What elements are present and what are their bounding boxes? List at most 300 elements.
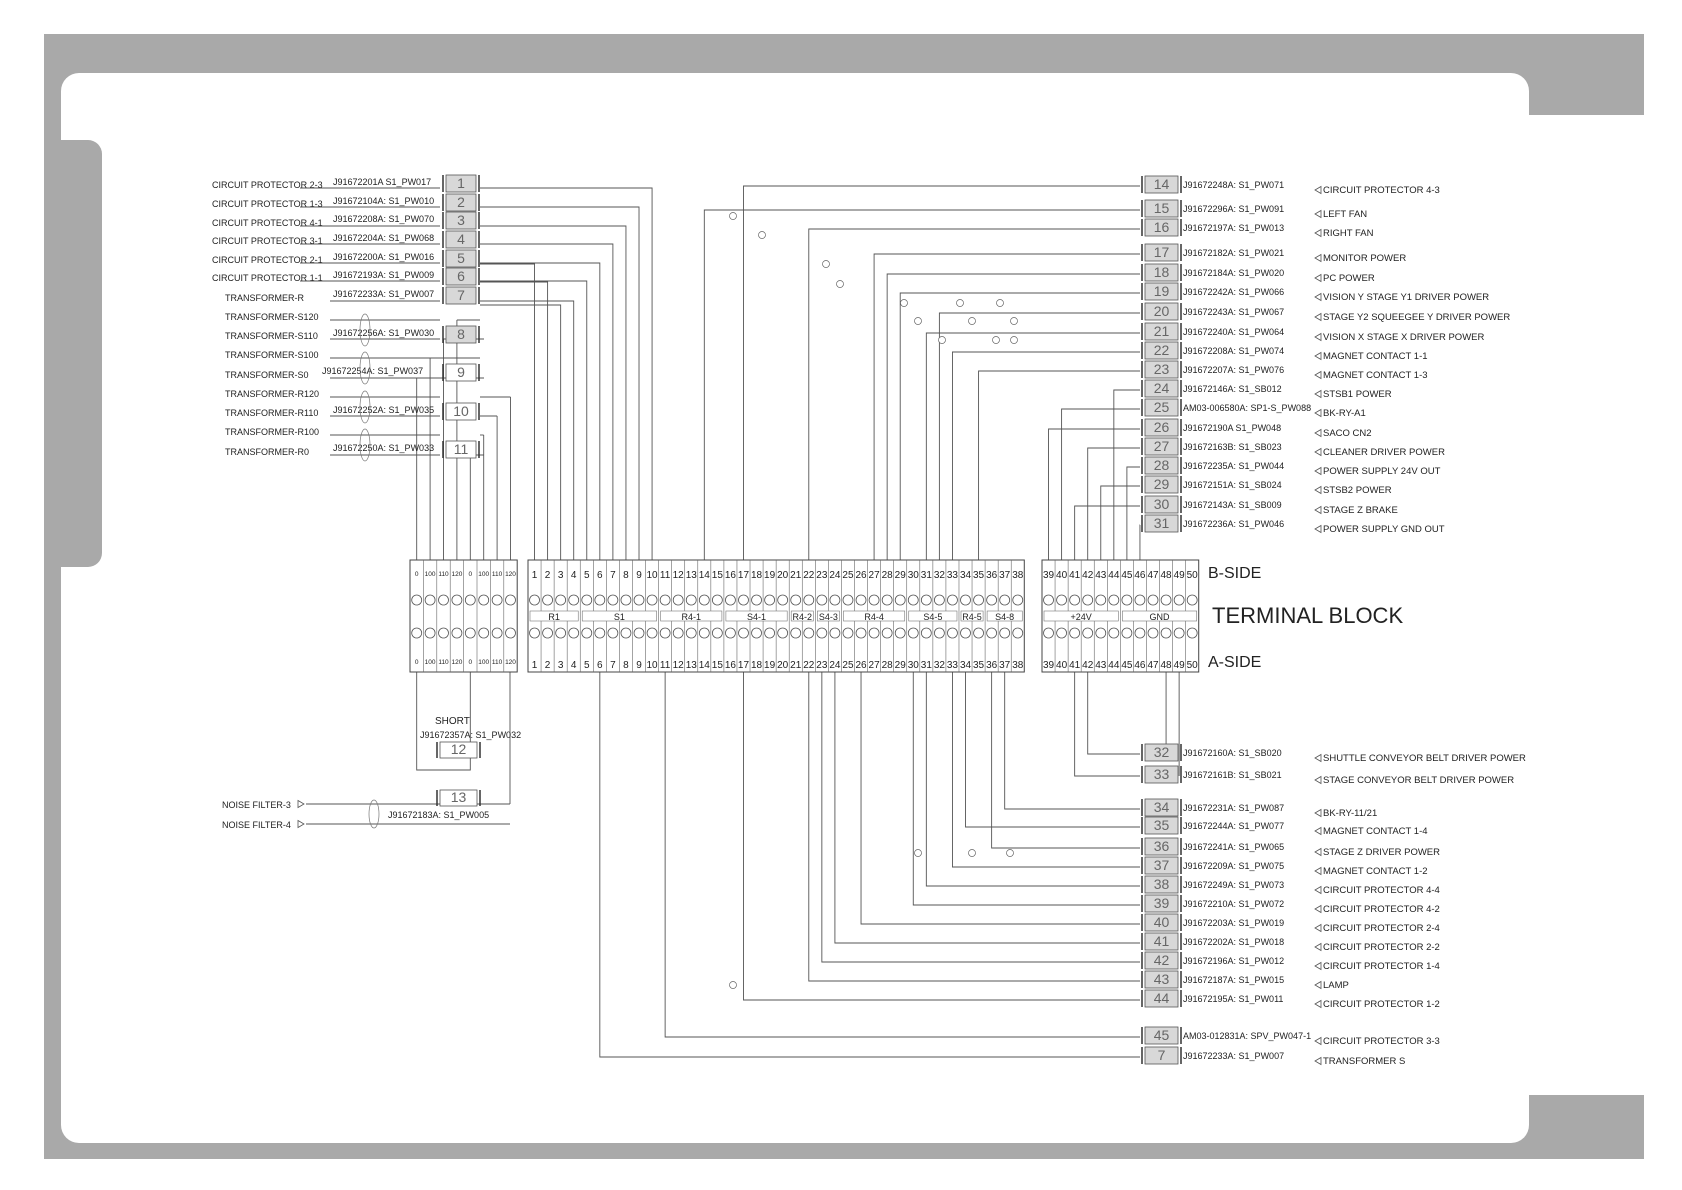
left-cable-label: J91672250A: S1_PW033 bbox=[333, 443, 435, 453]
tb-term-number-a: 24 bbox=[829, 660, 841, 671]
tb-screw bbox=[608, 595, 618, 605]
tb-term-number-a: 19 bbox=[764, 660, 776, 671]
tb-term-label-a: 120 bbox=[505, 659, 516, 666]
tb-term-number-b: 36 bbox=[986, 570, 998, 581]
tb-screw bbox=[647, 595, 657, 605]
arrow-icon bbox=[1315, 230, 1321, 237]
right-target-label: POWER SUPPLY 24V OUT bbox=[1323, 466, 1441, 477]
tb-term-number-b: 21 bbox=[790, 570, 802, 581]
tb-term-label-b: 120 bbox=[451, 571, 463, 578]
right-target-label: CIRCUIT PROTECTOR 1-4 bbox=[1323, 961, 1440, 972]
tb-screw bbox=[817, 595, 827, 605]
tb-term-number-a: 22 bbox=[803, 660, 815, 671]
tb-term-number-b: 47 bbox=[1147, 570, 1159, 581]
arrow-icon bbox=[1315, 449, 1321, 456]
right-cable-label: J91672161B: S1_SB021 bbox=[1183, 770, 1282, 780]
right-cable-label: J91672249A: S1_PW073 bbox=[1183, 880, 1285, 890]
wire-mark bbox=[759, 232, 766, 239]
tb-screw bbox=[1187, 628, 1197, 638]
right-cable-label: J91672190A S1_PW048 bbox=[1183, 423, 1282, 433]
a-side-label: A-SIDE bbox=[1208, 654, 1262, 671]
tb-screw bbox=[634, 628, 644, 638]
tb-term-number-a: 40 bbox=[1056, 660, 1068, 671]
right-top-wire bbox=[809, 229, 1140, 560]
tb-term-number-a: 48 bbox=[1160, 660, 1172, 671]
tb-term-number-b: 11 bbox=[659, 570, 671, 581]
right-target-label: RIGHT FAN bbox=[1323, 228, 1374, 239]
tb-term-number-a: 32 bbox=[933, 660, 945, 671]
tb-term-number-b: 16 bbox=[724, 570, 736, 581]
arrow-icon bbox=[1315, 849, 1321, 856]
tb-screw bbox=[621, 595, 631, 605]
tb-term-number-a: 30 bbox=[907, 660, 919, 671]
arrow-icon bbox=[1315, 391, 1321, 398]
tb-term-number-b: 40 bbox=[1056, 570, 1068, 581]
right-cable-label: J91672235A: S1_PW044 bbox=[1183, 461, 1285, 471]
arrow-icon bbox=[1315, 1001, 1321, 1008]
tb-term-number-b: 2 bbox=[544, 570, 551, 581]
wire-mark bbox=[901, 300, 908, 307]
tb-screw bbox=[452, 595, 462, 605]
tb-term-label-a: 100 bbox=[424, 659, 436, 666]
tb-screw bbox=[543, 595, 553, 605]
tb-screw bbox=[506, 628, 516, 638]
right-target-label: PC POWER bbox=[1323, 273, 1375, 284]
left-cable-label: J91672256A: S1_PW030 bbox=[333, 328, 435, 338]
tb-screw bbox=[425, 628, 435, 638]
right-cable-label: J91672151A: S1_SB024 bbox=[1183, 480, 1282, 490]
tb-screw bbox=[582, 595, 592, 605]
tb-term-number-b: 10 bbox=[646, 570, 658, 581]
tb-screw bbox=[686, 595, 696, 605]
connector-number: 39 bbox=[1153, 895, 1170, 911]
right-cable-label: J91672207A: S1_PW076 bbox=[1183, 365, 1285, 375]
tb-term-label-b: 110 bbox=[438, 571, 449, 578]
tb-term-number-b: 3 bbox=[557, 570, 564, 581]
connector-box bbox=[1142, 244, 1181, 261]
left-source-label: TRANSFORMER-S120 bbox=[225, 312, 319, 322]
left-source-label: CIRCUIT PROTECTOR 2-3 bbox=[212, 180, 323, 190]
connector-number: 27 bbox=[1153, 438, 1170, 454]
connector-box bbox=[1142, 933, 1181, 950]
tb-term-number-a: 36 bbox=[986, 660, 998, 671]
tb-screw bbox=[569, 628, 579, 638]
right-bottom-wire bbox=[835, 672, 1140, 943]
connector-box bbox=[443, 194, 479, 211]
tb-screw bbox=[882, 628, 892, 638]
arrow-icon bbox=[1315, 777, 1321, 784]
tb-term-number-a: 17 bbox=[737, 660, 750, 671]
connector-box bbox=[1142, 419, 1181, 436]
tb-term-number-b: 30 bbox=[907, 570, 919, 581]
right-top-wire bbox=[926, 333, 1140, 560]
connector-box bbox=[1142, 219, 1181, 236]
right-target-label: VISION Y STAGE Y1 DRIVER POWER bbox=[1323, 292, 1490, 303]
tb-screw bbox=[791, 628, 801, 638]
wire-mark bbox=[730, 982, 737, 989]
connector-number: 6 bbox=[457, 268, 465, 284]
tb-screw bbox=[686, 628, 696, 638]
tb-screw bbox=[895, 628, 905, 638]
tb-term-number-a: 31 bbox=[920, 660, 932, 671]
wire-mark bbox=[837, 281, 844, 288]
right-bottom-wire bbox=[809, 672, 1140, 981]
connector-number: 43 bbox=[1153, 971, 1170, 987]
tb-term-number-a: 38 bbox=[1012, 660, 1024, 671]
tb-term-number-b: 32 bbox=[933, 570, 945, 581]
right-bottom-wire bbox=[926, 672, 1140, 886]
right-cable-label: J91672182A: S1_PW021 bbox=[1183, 248, 1285, 258]
tb-screw bbox=[791, 595, 801, 605]
connector-box bbox=[1142, 438, 1181, 455]
tb-term-number-a: 50 bbox=[1186, 660, 1198, 671]
tb-screw bbox=[869, 628, 879, 638]
short-cable-label: J91672357A: S1_PW032 bbox=[420, 730, 522, 740]
tb-screw bbox=[934, 628, 944, 638]
connector-box bbox=[1142, 176, 1181, 193]
tb-screw bbox=[830, 595, 840, 605]
connector-box bbox=[1142, 1047, 1181, 1064]
left-cable-label: J91672254A: S1_PW037 bbox=[322, 366, 424, 376]
left-box-wire bbox=[480, 263, 600, 560]
tb-screw bbox=[856, 595, 866, 605]
tb-term-number-b: 12 bbox=[672, 570, 684, 581]
tb-screw bbox=[725, 595, 735, 605]
connector-number: 5 bbox=[457, 250, 465, 266]
wire-mark bbox=[997, 300, 1004, 307]
tb-screw bbox=[465, 628, 475, 638]
tb-term-number-a: 7 bbox=[610, 660, 616, 671]
connector-box bbox=[443, 403, 479, 420]
tb-term-number-b: 41 bbox=[1069, 570, 1081, 581]
tb-group-label: S4-5 bbox=[923, 612, 943, 622]
right-cable-label: J91672241A: S1_PW065 bbox=[1183, 842, 1285, 852]
right-cable-label: J91672242A: S1_PW066 bbox=[1183, 287, 1285, 297]
connector-box bbox=[1142, 200, 1181, 217]
left-cable-label: J91672233A: S1_PW007 bbox=[333, 289, 435, 299]
tb-screw bbox=[1135, 628, 1145, 638]
tb-term-number-b: 28 bbox=[881, 570, 893, 581]
tb-term-label-b: 0 bbox=[414, 571, 419, 578]
tb-screw bbox=[1161, 595, 1171, 605]
right-target-label: STSB2 POWER bbox=[1323, 485, 1392, 496]
connector-box bbox=[443, 441, 479, 458]
tb-screw bbox=[1083, 628, 1093, 638]
tb-screw bbox=[843, 628, 853, 638]
connector-number: 45 bbox=[1153, 1027, 1170, 1043]
tb-screw bbox=[934, 595, 944, 605]
noise-filter-label: NOISE FILTER-4 bbox=[222, 820, 291, 830]
connector-number: 32 bbox=[1153, 744, 1170, 760]
tb-screw bbox=[465, 595, 475, 605]
wire-mark bbox=[915, 318, 922, 325]
tb-term-number-a: 41 bbox=[1069, 660, 1081, 671]
tb-group-label: S4-3 bbox=[818, 612, 838, 622]
left-connections bbox=[212, 175, 479, 461]
tb-term-number-b: 46 bbox=[1134, 570, 1146, 581]
tb-screw bbox=[1057, 628, 1067, 638]
connector-box bbox=[443, 326, 479, 343]
tb-screw bbox=[452, 628, 462, 638]
connector-number: 18 bbox=[1153, 264, 1170, 280]
tb-term-number-b: 44 bbox=[1108, 570, 1120, 581]
right-top-wire bbox=[1049, 429, 1140, 560]
tb-screw bbox=[712, 595, 722, 605]
tb-screw bbox=[634, 595, 644, 605]
misc-connections bbox=[222, 716, 521, 830]
arrow-icon bbox=[1315, 314, 1321, 321]
tb-screw bbox=[1174, 628, 1184, 638]
connector-box bbox=[1142, 476, 1181, 493]
tb-group-label: GND bbox=[1149, 612, 1170, 622]
right-bottom-wire bbox=[913, 672, 1140, 905]
wire-mark bbox=[915, 850, 922, 857]
tb-screw bbox=[425, 595, 435, 605]
tb-screw bbox=[752, 628, 762, 638]
right-cable-label: J91672210A: S1_PW072 bbox=[1183, 899, 1285, 909]
connector-box bbox=[443, 250, 479, 267]
tb-term-number-b: 25 bbox=[842, 570, 854, 581]
tb-screw bbox=[1148, 595, 1158, 605]
tb-screw bbox=[1174, 595, 1184, 605]
left-source-label: TRANSFORMER-S0 bbox=[225, 370, 309, 380]
tb-term-number-b: 7 bbox=[610, 570, 616, 581]
wire-mark bbox=[993, 337, 1000, 344]
tb-screw bbox=[856, 628, 866, 638]
connector-number: 16 bbox=[1153, 219, 1170, 235]
arrow-icon bbox=[1315, 487, 1321, 494]
tb-term-number-b: 19 bbox=[764, 570, 776, 581]
arrow-icon bbox=[1315, 925, 1321, 932]
tb-term-number-a: 21 bbox=[790, 660, 802, 671]
connector-box bbox=[1142, 457, 1181, 474]
right-target-label: LEFT FAN bbox=[1323, 209, 1368, 220]
right-bottom-wire bbox=[600, 672, 1140, 1057]
tb-screw bbox=[947, 628, 957, 638]
connector-box bbox=[1142, 515, 1181, 532]
connector-box bbox=[443, 268, 479, 285]
tb-term-number-a: 5 bbox=[583, 660, 590, 671]
tb-term-number-b: 17 bbox=[737, 570, 750, 581]
tb-term-number-b: 43 bbox=[1095, 570, 1107, 581]
terminal-block bbox=[410, 560, 1199, 672]
left-cable-label: J91672252A: S1_PW035 bbox=[333, 405, 435, 415]
tb-term-number-a: 45 bbox=[1121, 660, 1133, 671]
tb-screw bbox=[608, 628, 618, 638]
left-box-wire bbox=[480, 281, 587, 560]
connector-box bbox=[1142, 952, 1181, 969]
connector-box bbox=[1142, 361, 1181, 378]
arrow-icon bbox=[1315, 255, 1321, 262]
right-cable-label: J91672243A: S1_PW067 bbox=[1183, 307, 1285, 317]
connector-box bbox=[1142, 399, 1181, 416]
tb-term-number-b: 24 bbox=[829, 570, 841, 581]
arrow-icon bbox=[1315, 868, 1321, 875]
tb-term-number-b: 37 bbox=[999, 570, 1011, 581]
right-cable-label: AM03-012831A: SPV_PW047-1 bbox=[1183, 1031, 1312, 1041]
tb-screw bbox=[778, 595, 788, 605]
tb-screw bbox=[1109, 595, 1119, 605]
right-cable-label: J91672146A: S1_SB012 bbox=[1183, 384, 1282, 394]
right-target-label: STAGE Z BRAKE bbox=[1323, 505, 1398, 516]
tb-term-number-b: 39 bbox=[1042, 570, 1055, 581]
wire-mark bbox=[957, 300, 964, 307]
left-source-label: TRANSFORMER-S110 bbox=[225, 331, 318, 341]
right-target-label: STAGE Z DRIVER POWER bbox=[1323, 847, 1441, 858]
right-bottom-wire bbox=[822, 672, 1140, 962]
connector-box bbox=[443, 287, 479, 304]
connector-box bbox=[1142, 895, 1181, 912]
tb-term-number-b: 14 bbox=[698, 570, 710, 581]
tb-screw bbox=[1135, 595, 1145, 605]
tb-screw bbox=[492, 628, 502, 638]
tb-term-number-a: 43 bbox=[1095, 660, 1107, 671]
connector-number: 17 bbox=[1153, 244, 1170, 260]
tb-screw bbox=[961, 595, 971, 605]
right-cable-label: J91672143A: S1_SB009 bbox=[1183, 500, 1282, 510]
tb-term-number-b: 29 bbox=[894, 570, 906, 581]
tb-screw bbox=[479, 595, 489, 605]
connector-box bbox=[1142, 817, 1181, 834]
tb-screw bbox=[752, 595, 762, 605]
right-target-label: MONITOR POWER bbox=[1323, 253, 1407, 264]
connector-number: 13 bbox=[450, 789, 467, 805]
tb-term-number-a: 29 bbox=[894, 660, 906, 671]
connector-number: 2 bbox=[457, 194, 465, 210]
tb-term-label-b: 110 bbox=[491, 571, 503, 578]
tb-screw bbox=[1122, 628, 1132, 638]
connector-number: 11 bbox=[453, 441, 469, 457]
connector-number: 44 bbox=[1153, 990, 1170, 1006]
right-cable-label: J91672248A: S1_PW071 bbox=[1183, 180, 1285, 190]
arrow-icon bbox=[1315, 410, 1321, 417]
tb-term-label-b: 100 bbox=[478, 571, 490, 578]
arrow-icon bbox=[298, 801, 304, 808]
left-cable-label: J91672193A: S1_PW009 bbox=[333, 270, 435, 280]
connector-number: 29 bbox=[1153, 476, 1170, 492]
tb-screw bbox=[1096, 628, 1106, 638]
tb-screw bbox=[595, 628, 605, 638]
tb-screw bbox=[492, 595, 502, 605]
right-target-label: CLEANER DRIVER POWER bbox=[1323, 447, 1445, 458]
tb-screw bbox=[1057, 595, 1067, 605]
right-target-label: BK-RY-A1 bbox=[1323, 408, 1366, 419]
tb-term-number-b: 4 bbox=[570, 570, 577, 581]
right-cable-label: J91672202A: S1_PW018 bbox=[1183, 937, 1285, 947]
tb-term-number-a: 11 bbox=[659, 660, 671, 671]
right-cable-label: J91672244A: S1_PW077 bbox=[1183, 821, 1285, 831]
tb-screw bbox=[1109, 628, 1119, 638]
right-target-label: MAGNET CONTACT 1-2 bbox=[1323, 866, 1428, 877]
right-target-label: BK-RY-11/21 bbox=[1323, 808, 1378, 819]
tb-screw bbox=[1148, 628, 1158, 638]
tb-screw bbox=[1044, 595, 1054, 605]
tb-term-number-a: 1 bbox=[531, 660, 538, 671]
tb-term-number-a: 16 bbox=[724, 660, 736, 671]
arrow-icon bbox=[1315, 187, 1321, 194]
connector-number: 7 bbox=[457, 287, 465, 303]
connector-number: 33 bbox=[1153, 766, 1170, 782]
connector-box bbox=[1142, 744, 1181, 761]
connector-number: 20 bbox=[1153, 303, 1170, 319]
arrow-icon bbox=[1315, 211, 1321, 218]
tb-term-number-a: 27 bbox=[868, 660, 880, 671]
tb-term-number-a: 15 bbox=[711, 660, 723, 671]
wire-mark bbox=[969, 850, 976, 857]
connector-number: 31 bbox=[1153, 515, 1170, 531]
tb-term-number-b: 20 bbox=[777, 570, 789, 581]
tb-term-number-b: 6 bbox=[597, 570, 603, 581]
wire-mark bbox=[939, 337, 946, 344]
right-cable-label: J91672240A: S1_PW064 bbox=[1183, 327, 1285, 337]
connector-number: 23 bbox=[1153, 361, 1170, 377]
tb-screw bbox=[673, 595, 683, 605]
tb-screw bbox=[1083, 595, 1093, 605]
tb-term-number-a: 39 bbox=[1042, 660, 1055, 671]
tb-term-label-b: 120 bbox=[505, 571, 516, 578]
tb-screw bbox=[987, 628, 997, 638]
tb-term-number-b: 23 bbox=[816, 570, 828, 581]
tb-screw bbox=[765, 595, 775, 605]
right-cable-label: J91672196A: S1_PW012 bbox=[1183, 956, 1285, 966]
tb-screw bbox=[1161, 628, 1171, 638]
tb-screw bbox=[908, 628, 918, 638]
tb-screw bbox=[595, 595, 605, 605]
tb-screw bbox=[947, 595, 957, 605]
tb-screw bbox=[804, 595, 814, 605]
tb-screw bbox=[1070, 628, 1080, 638]
arrow-icon bbox=[1315, 887, 1321, 894]
tb-term-number-b: 45 bbox=[1121, 570, 1133, 581]
arrow-icon bbox=[1315, 1058, 1321, 1065]
tb-term-number-a: 42 bbox=[1082, 660, 1094, 671]
tb-group-label: +24V bbox=[1070, 612, 1092, 622]
tb-term-number-a: 10 bbox=[646, 660, 658, 671]
right-target-label: TRANSFORMER S bbox=[1323, 1056, 1406, 1067]
tb-term-number-a: 23 bbox=[816, 660, 828, 671]
tb-term-number-a: 18 bbox=[750, 660, 763, 671]
tb-screw bbox=[412, 595, 422, 605]
connector-number: 37 bbox=[1153, 857, 1170, 873]
tb-term-number-a: 2 bbox=[544, 660, 551, 671]
right-cable-label: J91672236A: S1_PW046 bbox=[1183, 519, 1285, 529]
right-target-label: CIRCUIT PROTECTOR 4-4 bbox=[1323, 885, 1440, 896]
tb-screw bbox=[1044, 628, 1054, 638]
tb-term-number-b: 22 bbox=[803, 570, 815, 581]
tb-screw bbox=[556, 595, 566, 605]
arrow-icon bbox=[1315, 944, 1321, 951]
tb-screw bbox=[699, 595, 709, 605]
connector-box bbox=[1142, 799, 1181, 816]
connector-number: 41 bbox=[1153, 933, 1170, 949]
tb-term-number-b: 27 bbox=[868, 570, 880, 581]
tb-screw bbox=[479, 628, 489, 638]
connector-number: 9 bbox=[457, 364, 465, 380]
arrow-icon bbox=[1315, 334, 1321, 341]
arrow-icon bbox=[1315, 294, 1321, 301]
wire-mark bbox=[730, 213, 737, 220]
arrow-icon bbox=[1315, 507, 1321, 514]
left-box-wire bbox=[480, 226, 626, 560]
right-target-label: MAGNET CONTACT 1-3 bbox=[1323, 370, 1428, 381]
tb-group-label: S4-1 bbox=[747, 612, 767, 622]
tb-term-label-a: 120 bbox=[451, 659, 463, 666]
tb-screw bbox=[1000, 595, 1010, 605]
right-cable-label: AM03-006580A: SP1-S_PW088 bbox=[1183, 403, 1312, 413]
tb-screw bbox=[412, 628, 422, 638]
tb-screw bbox=[843, 595, 853, 605]
connector-number: 12 bbox=[450, 741, 467, 757]
